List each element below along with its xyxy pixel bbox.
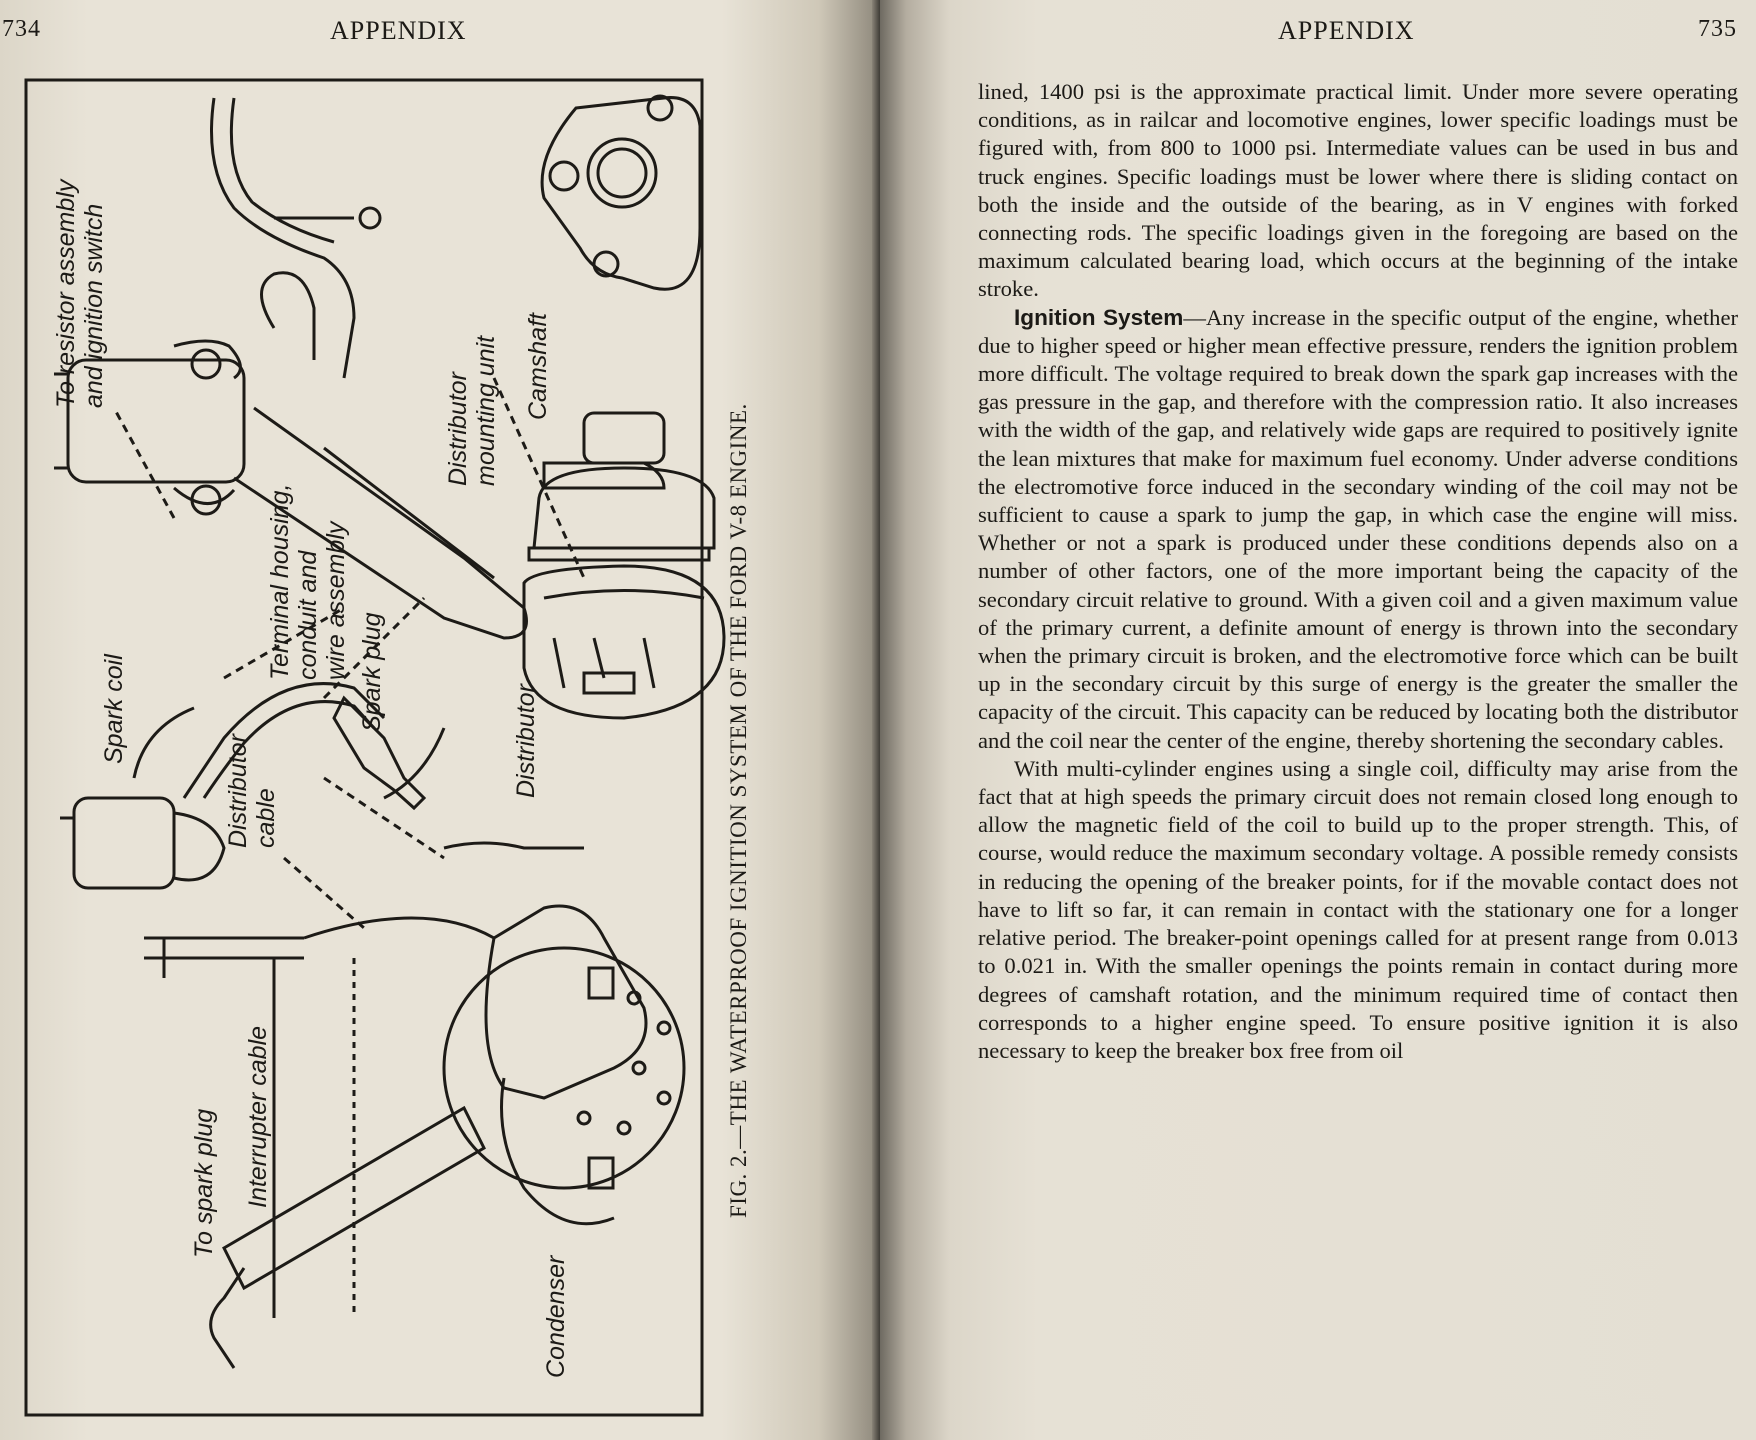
page-number-right: 735 xyxy=(1698,16,1737,42)
paragraph-bearing-loads: lined, 1400 psi is the approximate practical limit. Under more severe operating conditions, as in railcar and locomotive engines, lower specific loadings must be figured with, from 800 to 1000 psi. Intermediate values can be used in bus and truck engines. Specific loadings must be lower where there is sliding contact on both the inside and the outside of the bearing, as in V engines with forked connecting rods. The specific loadings given in the foregoing are based on the maximum calculated bearing load, which occurs at the beginning of the intake stroke. xyxy=(978,79,1738,302)
label-distributor: Distributor xyxy=(512,684,540,798)
section-heading: Ignition System xyxy=(1014,304,1184,330)
ignition-diagram-drawing xyxy=(24,78,792,1423)
figure-caption: FIG. 2.—THE WATERPROOF IGNITION SYSTEM OF THE FORD V-8 ENGINE. xyxy=(726,403,751,1218)
running-head-left: APPENDIX xyxy=(330,16,467,45)
label-distributor-cable: Distributor cable xyxy=(224,734,280,848)
label-spark-coil: Spark coil xyxy=(100,654,128,764)
label-condenser: Condenser xyxy=(542,1255,570,1378)
label-spark-plug: Spark plug xyxy=(358,612,386,732)
running-head-right: APPENDIX xyxy=(1278,16,1415,45)
page-number-left: 734 xyxy=(2,16,41,42)
paragraph-ignition-text: —Any increase in the specific output of the engine, whether due to higher speed or higher mean effective pressure, renders the ignition problem more difficult. The voltage required to break down the spark gap increases with the gas pressure in the gap, and therefore with the compression ratio. It also increases with the width of the gap, and relatively wide gaps are required to positively ignite the lean mixtures that make for maximum fuel economy. Under adverse conditions the electromotive force induced in the secondary winding of the coil may not be sufficient to cause a spark to jump the gap, in which case the engine will miss. Whether or not a spark is produced under these conditions depends also on a number of other factors, one of the more important being the capacity of the secondary circuit relative to ground. With a given coil and a given maximum value of the primary current, a definite amount of energy is thrown into the secondary when the primary circuit is broken, and the electromotive force which can be built up in the secondary circuit by this surge of energy is the greater the smaller the capacity of the circuit. This capacity can be reduced by locating both the distributor and the coil near the center of the engine, thereby shortening the secondary cables. xyxy=(978,304,1739,753)
ignition-figure xyxy=(24,78,792,1423)
right-page xyxy=(880,0,1756,1440)
paragraph-ignition-system xyxy=(978,304,1738,755)
label-terminal-housing: Terminal housing, conduit and wire assembly xyxy=(266,483,350,680)
paragraph-multi-cylinder: With multi-cylinder engines using a single coil, difficulty may arise from the fact that at high speeds the primary circuit does not remain closed long enough to allow the magnetic field of the coil to build up to the proper strength. This, of course, would reduce the maximum secondary voltage. A possible remedy consists in reducing the opening of the breaker points, for if the movable contact does not have to lift so far, it can remain in contact with the stationary one for a longer relative period. The breaker-point openings called for at present range from 0.013 to 0.021 in. With the smaller openings the points remain in contact during more degrees of camshaft rotation, and the minimum required time of contact then corresponds to a higher engine speed. To ensure positive ignition it is also necessary to keep the breaker box free from oil xyxy=(978,755,1738,1063)
label-to-spark-plug: To spark plug xyxy=(190,1108,218,1258)
label-distributor-mounting: Distributor mounting unit xyxy=(444,335,500,486)
label-resistor: To resistor assembly and ignition switch xyxy=(52,179,108,408)
label-camshaft: Camshaft xyxy=(524,313,552,420)
body-text xyxy=(978,78,1738,1065)
label-interrupter-cable: Interrupter cable xyxy=(244,1025,272,1208)
